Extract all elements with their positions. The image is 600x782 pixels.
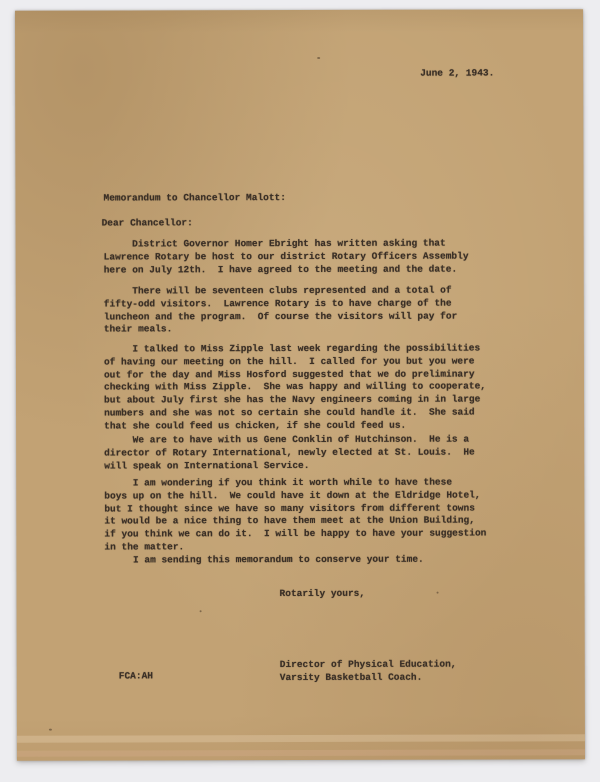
paper-speck [49,729,52,731]
body-paragraph: There will be seventeen clubs represented and a total of fifty-odd visitors. Lawrence Rotary is to have charge of the luncheon and the program. Of course the visitors will pay for their meals. [103,284,458,335]
paper [15,9,585,760]
paper-speck [317,57,320,59]
paper-speck [437,592,439,594]
body-paragraph: We are to have with us Gene Conklin of Hutchinson. He is a director of Rotary International, newly elected at St. Louis. He will speak on International Service. [104,433,475,472]
letter-date: June 2, 1943. [420,67,495,79]
body-paragraph: I am wondering if you think it worth while to have these boys up on the hill. We could have it down at the Eldridge Hotel, but I thought since we have so many visitors from different towns it would be a nice thing to have them meet at the Union Building, if you think we can do it. I will be happy to have your suggestion in the matter. [104,476,487,553]
memo-recipient-line: Memorandum to Chancellor Malott: [103,192,286,204]
body-paragraph: I am sending this memorandum to conserve your time. [104,553,424,566]
body-paragraph: District Governor Homer Ebright has written asking that Lawrence Rotary be host to our district Rotary Officers Assembly here on July 12th. I have agreed to the meeting and the date. [103,237,469,276]
scan-artifact-band [17,749,585,756]
salutation: Dear Chancellor: [101,217,193,229]
scan-artifact-band [17,734,585,742]
signature-title-block: Director of Physical Education, Varsity Basketball Coach. [279,658,457,683]
complimentary-closing: Rotarily yours, [279,587,366,600]
body-paragraph: I talked to Miss Zipple last week regarding the possibilities of having our meeting on the hill. I called for you but you were out for the day and Miss Hosford suggested that we do preliminary checking with Miss Zipple. She was happy and willing to cooperate, but about July first she has the Navy engineers coming in in large numbers and she was not so certain she could handle it. She said that she could feed us chicken, if she could feed us. [103,342,486,432]
paper-speck [200,610,202,612]
typist-reference-initials: FCA:AH [118,670,153,682]
